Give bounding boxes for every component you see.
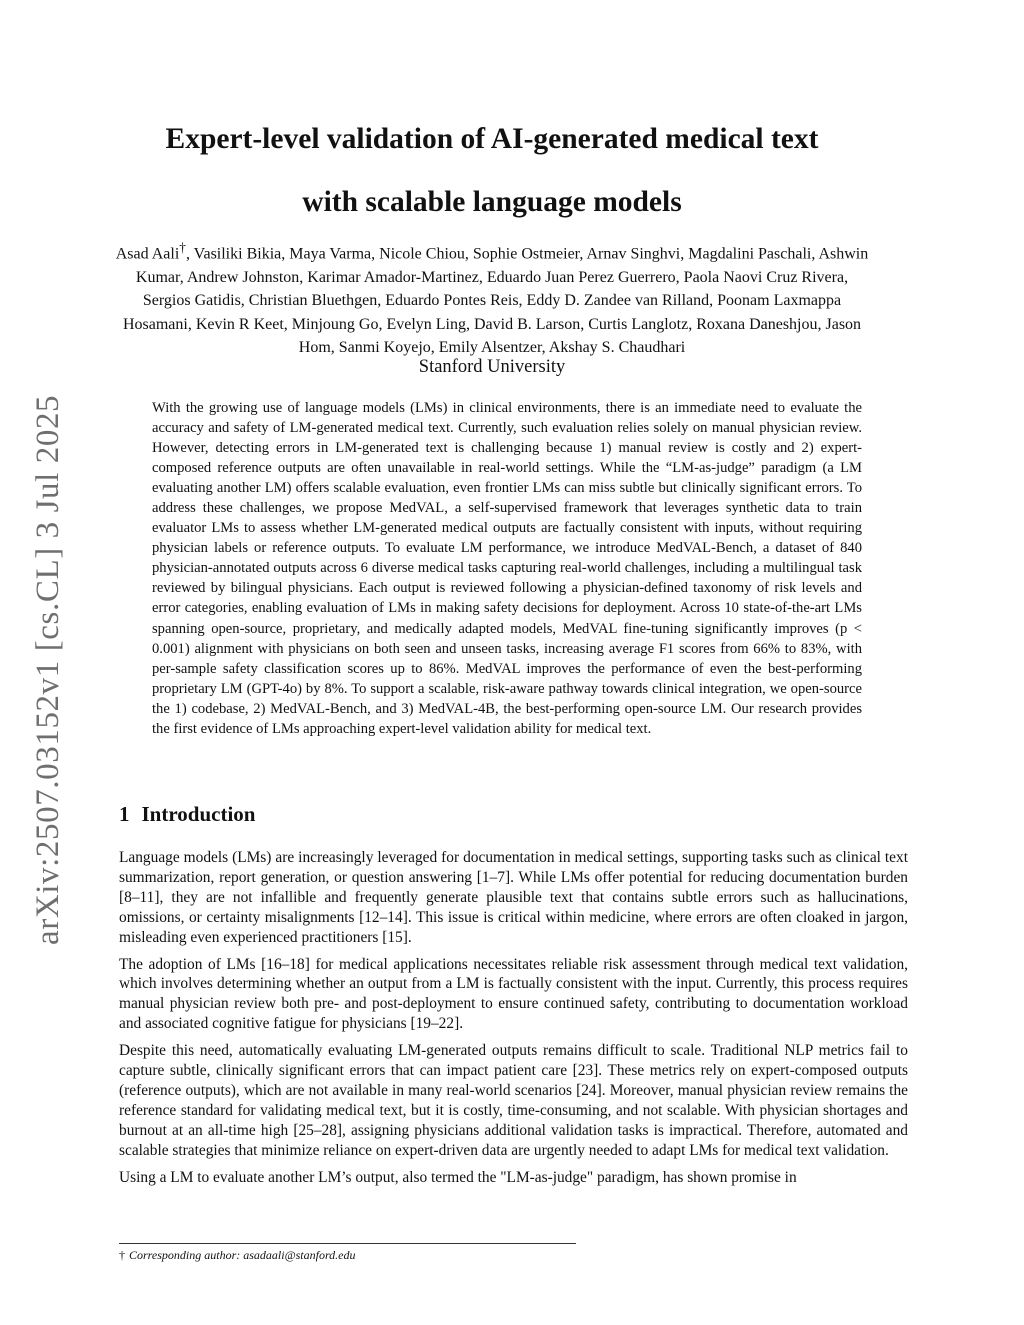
body-paragraph-3: Despite this need, automatically evaluating LM-generated outputs remains difficult to scale. Traditional NLP metrics fail to capture subtle, clinically significant errors that can impact patient care [23]. These metrics rely on expert-composed outputs (reference outputs), which are not available in many real-world scenarios [24]. Moreover, manual physician review remains the reference standard for validating medical text, but it is costly, time-consuming, and not scalable. With physician shortages and burnout at an all-time high [25–28], assigning physicians additional validation tasks is impractical. Therefore, automated and scalable strategies that minimize reliance on expert-driven data are urgently needed to adapt LMs for medical text validation. bbox=[119, 1042, 908, 1159]
body-paragraph-4: Using a LM to evaluate another LM’s output, also termed the "LM-as-judge" paradigm, has shown promise in bbox=[119, 1168, 797, 1186]
corresponding-author-mark: † bbox=[179, 240, 186, 255]
abstract: With the growing use of language models (LMs) in clinical environments, there is an immediate need to evaluate the accuracy and safety of LM-generated medical text. Currently, such evaluation relies solely on manual physician review. However, detecting errors in LM-generated text is challenging because 1) manual review is costly and 2) expert-composed reference outputs are often unavailable in real-world settings. While the “LM-as-judge” paradigm (a LM evaluating another LM) offers scalable evaluation, even frontier LMs can miss subtle but clinically significant errors. To address these challenges, we propose MedVAL, a self-supervised framework that leverages synthetic data to train evaluator LMs to assess whether LM-generated medical outputs are factually consistent with inputs, without requiring physician labels or reference outputs. To evaluate LM performance, we introduce MedVAL-Bench, a dataset of 840 physician-annotated outputs across 6 diverse medical tasks capturing real-world challenges, including a multilingual task reviewed by bilingual physicians. Each output is reviewed following a physician-defined taxonomy of risk levels and error categories, enabling evaluation of LMs in making safety decisions for deployment. Across 10 state-of-the-art LMs spanning open-source, proprietary, and medically adapted models, MedVAL fine-tuning significantly improves (p < 0.001) alignment with physicians on both seen and unseen tasks, increasing average F1 scores from 66% to 83%, with per-sample safety classification scores up to 86%. MedVAL improves the performance of even the best-performing proprietary LM (GPT-4o) by 8%. To support a scalable, risk-aware pathway towards clinical integration, we open-source the 1) codebase, 2) MedVAL-Bench, and 3) MedVAL-4B, the best-performing open-source LM. Our research provides the first evidence of LMs approaching expert-level validation ability for medical text. bbox=[152, 400, 862, 737]
co-authors: , Vasiliki Bikia, Maya Varma, Nicole Chiou, Sophie Ostmeier, Arnav Singhvi, Magdalini Paschali, Ashwin Kumar, Andrew Johnston, Karimar Amador-Martinez, Eduardo Juan Perez Guerrero, Paola Naovi Cruz Rivera, Sergios Gatidis, Christian Bluethgen, Eduardo Pontes Reis, Eddy D. Zandee van Rilland, Poonam Laxmappa Hosamani, Kevin R Keet, Minjoung Go, Evelyn Ling, David B. Larson, Curtis Langlotz, Roxana Daneshjou, Jason Hom, Sanmi Koyejo, Emily Alsentzer, Akshay S. Chaudhari bbox=[122, 245, 869, 357]
author-list bbox=[112, 236, 872, 360]
arxiv-identifier: arXiv:2507.03152v1 [cs.CL] 3 Jul 2025 bbox=[30, 394, 66, 945]
first-author: Asad Aali bbox=[115, 245, 180, 263]
body-paragraph-2: The adoption of LMs [16–18] for medical applications necessitates reliable risk assessment through medical text validation, which involves determining whether an output from a LM is factually consistent with the input. Currently, this process requires manual physician review both pre- and post-deployment to ensure continued safety, contributing to documentation workload and associated cognitive fatigue for physicians [19–22]. bbox=[119, 955, 908, 1033]
body-paragraph-1: Language models (LMs) are increasingly leveraged for documentation in medical settings, supporting tasks such as clinical text summarization, report generation, or question answering [1–7]. While LMs offer potential for reducing documentation burden [8–11], they are not infallible and frequently generate plausible text that contains subtle errors such as hallucinations, omissions, or certainty misalignments [12–14]. This issue is critical within medicine, where errors are often cloaked in jargon, misleading even experienced practitioners [15]. bbox=[119, 849, 908, 946]
section-heading-introduction bbox=[119, 802, 255, 827]
section-number: 1 bbox=[119, 802, 130, 826]
footnote bbox=[119, 1248, 356, 1263]
paper-title-line-1: Expert-level validation of AI-generated medical text bbox=[165, 123, 819, 155]
paper-title bbox=[100, 108, 884, 234]
footnote-divider bbox=[119, 1243, 576, 1244]
paper-title-line-2: with scalable language models bbox=[302, 186, 682, 218]
affiliation: Stanford University bbox=[418, 357, 566, 377]
introduction-body bbox=[119, 848, 908, 1195]
footnote-text: Corresponding author: asadaali@stanford.edu bbox=[129, 1248, 356, 1262]
footnote-mark: † bbox=[119, 1248, 125, 1262]
section-title: Introduction bbox=[141, 802, 256, 826]
